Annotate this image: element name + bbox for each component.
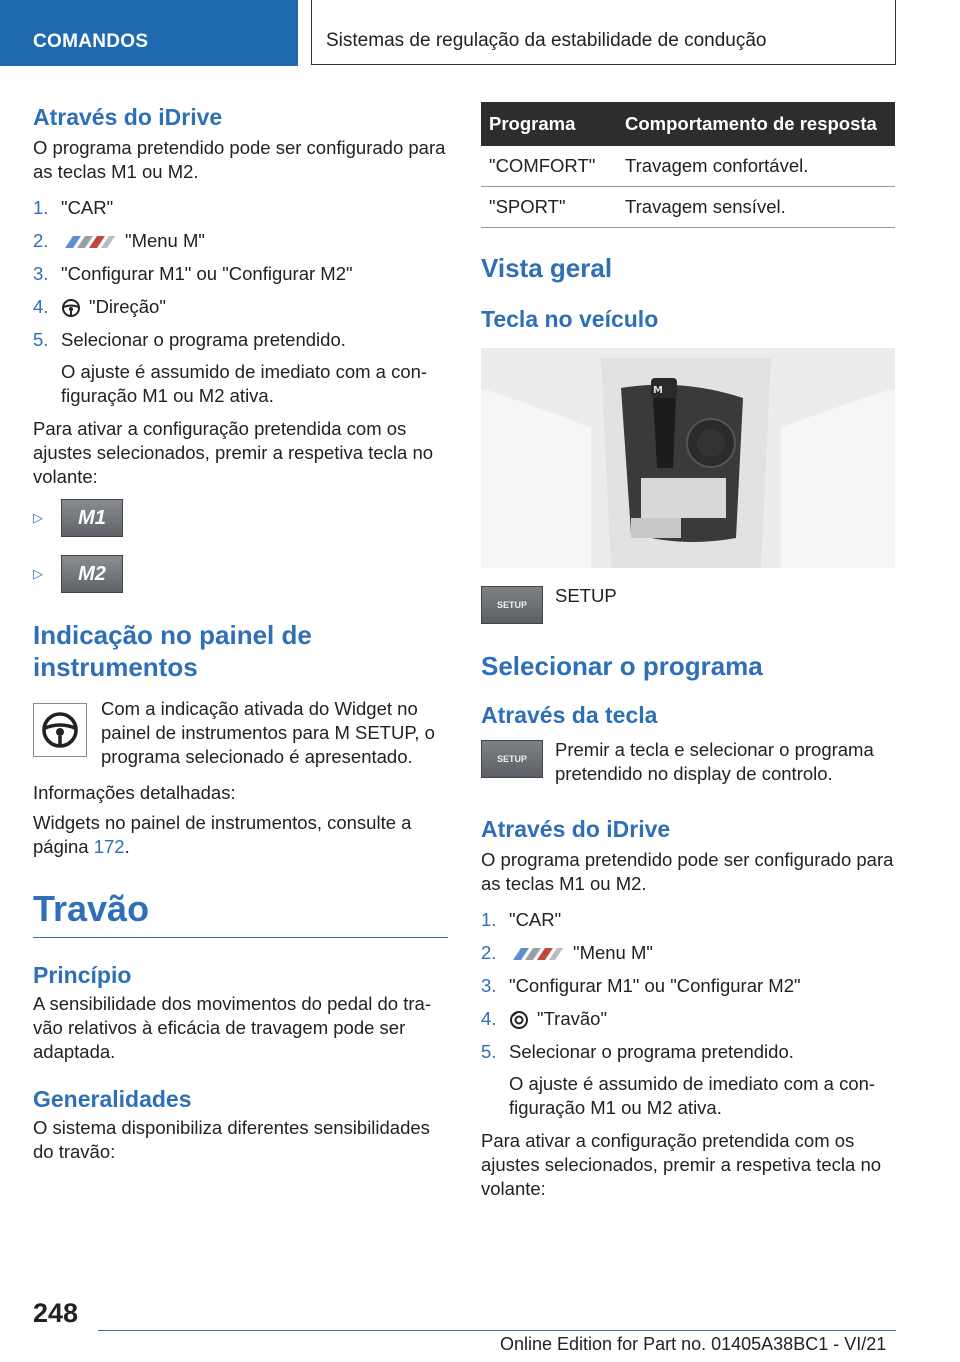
center-console-image [481,348,895,568]
setup-key-icon: SETUP [481,740,543,778]
table-header-row [481,102,895,146]
generalidades-heading: Generalidades [33,1086,192,1112]
edition-text: Online Edition for Part no. 01405A38BC1 - VI/21 [500,1334,887,1354]
setup-key-icon: SETUP [481,586,543,624]
table-header-cell: Programa [481,102,617,146]
indication-block [33,697,448,769]
details-label: Informações detalhadas: [33,782,236,803]
table-row [481,187,895,228]
setup-key-row [481,586,895,624]
m2-key-icon: M2 [61,555,123,593]
indication-text: Com a indicação ativada do Widget no painel de instrumentos para M SETUP, o programa selecionado é apresentado. [101,698,435,767]
page-link[interactable]: 172 [93,836,125,857]
selecionar-heading: Selecionar o programa [481,651,763,681]
activate-text-right: Para ativar a configuração pretendida com os ajustes selecionados, premir a respetiva tecla no volante: [481,1130,882,1199]
list-item: 5. Selecionar o programa pretendido. O ajuste é assumido de imediato com a configuração M1 ou M2 ativa. [481,1040,895,1120]
steering-wheel-icon [61,298,81,318]
tecla2-text: Premir a tecla e selecionar o programa pretendido no display de controlo. [555,739,874,784]
chapter-title-box [311,0,896,65]
principio-text: A sensibilidade dos movimentos do pedal do travão relativos à eficácia de travagem pode ser adaptada. [33,993,431,1062]
idrive-intro-right: O programa pretendido pode ser configurado para as teclas M1 ou M2. [481,849,894,894]
programs-table [481,102,895,228]
list-item: 4. "Travão" [481,1008,608,1029]
idrive-intro: O programa pretendido pode ser configurado para as teclas M1 ou M2. [33,137,446,182]
list-item: 1. "CAR" [33,197,114,218]
table-header-cell: Comportamento de resposta [617,102,895,146]
steering-widget-icon [33,703,87,757]
list-item: 4. "Direção" [33,296,166,317]
table-cell: "SPORT" [481,187,617,228]
generalidades-text: O sistema disponibiliza diferentes sensibilidades do travão: [33,1117,430,1162]
table-row [481,146,895,187]
list-item: 1. "CAR" [481,909,562,930]
step-note: O ajuste é assumido de imediato com a configuração M1 ou M2 ativa. [509,1073,876,1118]
travao-heading: Travão [33,888,150,929]
principio-heading: Princípio [33,962,132,988]
idrive-heading-right: Através do iDrive [481,816,671,842]
activate-text: Para ativar a configuração pretendida com os ajustes selecionados, premir a respetiva tecla no volante: [33,418,434,487]
m-menu-icon [61,234,117,250]
list-item: 2. "Menu M" [33,230,205,251]
triangle-bullet-icon: ▷ [33,566,43,581]
console-photo [481,348,895,568]
m-menu-icon [509,946,565,962]
setup-key-row-2 [481,740,895,786]
table-cell: Travagem sensível. [617,187,895,228]
setup-caption: SETUP [555,585,617,606]
steps-list-right [481,908,895,1120]
steps-list [33,196,448,408]
section-label: COMANDOS [33,31,149,52]
page-number: 248 [33,1298,79,1328]
chapter-title: Sistemas de regulação da estabilidade de condução [326,30,767,51]
idrive-heading: Através do iDrive [33,104,223,130]
table-cell: Travagem confortável. [617,146,895,187]
svg-text:M: M [653,385,663,396]
footer-rule [98,1330,896,1331]
m1-key-icon: M1 [61,499,123,537]
left-column [33,102,448,1164]
tecla-heading: Tecla no veículo [481,306,659,332]
list-item: 2. "Menu M" [481,942,653,963]
m1-row [33,499,448,537]
tecla2-heading: Através da tecla [481,702,658,728]
vista-heading: Vista geral [481,253,613,283]
right-column [481,102,895,1201]
indication-heading: Indicação no painel de instrumentos [33,620,312,682]
table-cell: "COMFORT" [481,146,617,187]
travao-heading-rule [33,887,448,938]
m2-row [33,555,448,593]
step-note: O ajuste é assumido de imediato com a configuração M1 ou M2 ativa. [61,361,428,406]
brake-icon [509,1010,529,1030]
list-item: 3. "Configurar M1" ou "Configurar M2" [481,975,801,996]
details-text: Widgets no painel de instrumentos, consulte a página 172. [33,812,412,857]
list-item: 5. Selecionar o programa pretendido. O ajuste é assumido de imediato com a configuração M1 ou M2 ativa. [33,328,448,408]
section-tab [0,0,298,66]
triangle-bullet-icon: ▷ [33,510,43,525]
list-item: 3. "Configurar M1" ou "Configurar M2" [33,263,353,284]
